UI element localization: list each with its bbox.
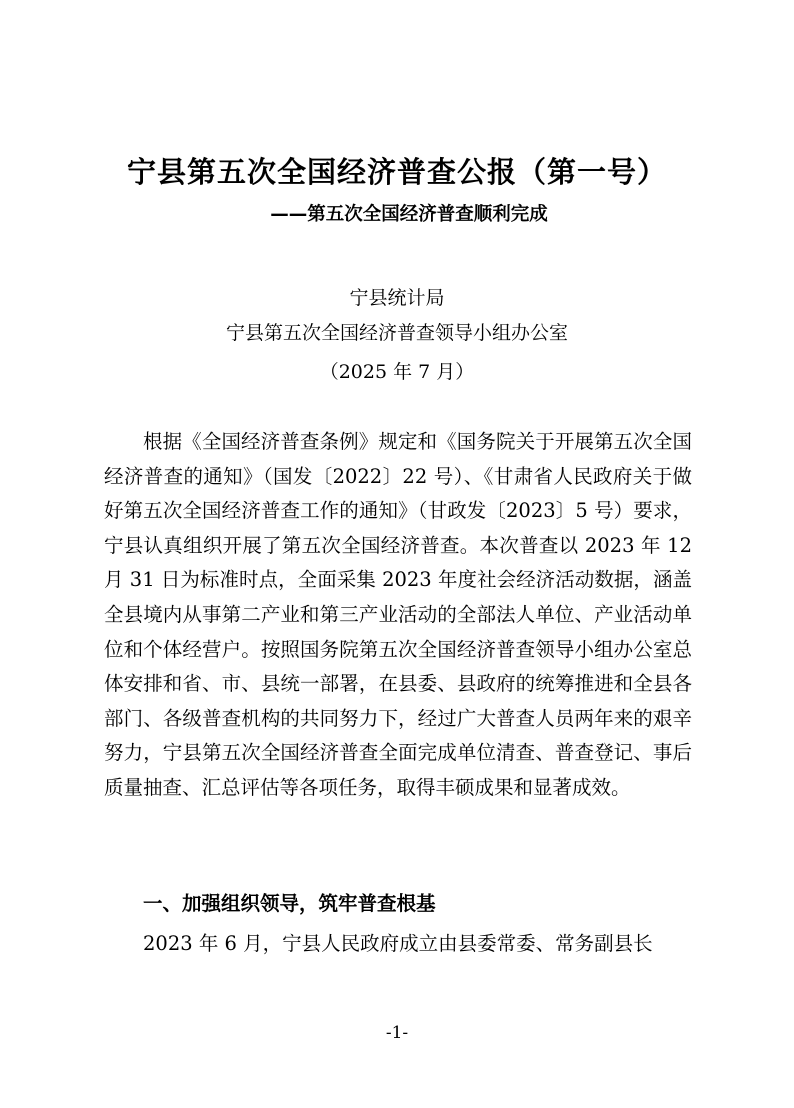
document-subtitle: ——第五次全国经济普查顺利完成 — [270, 204, 548, 225]
body-paragraph-2: 2023 年 6 月，宁县人民政府成立由县委常委、常务副县长 — [143, 932, 653, 955]
section-heading: 一、加强组织领导，筑牢普查根基 — [143, 892, 436, 915]
document-title: 宁县第五次全国经济普查公报（第一号） — [126, 155, 667, 189]
issuer-statistics-bureau: 宁县统计局 — [349, 287, 445, 309]
publication-date: （2025 年 7 月） — [319, 361, 475, 383]
issuer-census-office: 宁县第五次全国经济普查领导小组办公室 — [225, 322, 568, 344]
page-number: -1- — [385, 1023, 409, 1043]
body-paragraph: 根据《全国经济普查条例》规定和《国务院关于开展第五次全国经济普查的通知》（国发〔2022〕22 号）、《甘肃省人民政府关于做好第五次全国经济普查工作的通知》（甘政发〔2023〕5 号）要求，宁县认真组织开展了第五次全国经济普查。本次普查以 2023 年 12 月 31 日为标准时点，全面采集 2023 年度社会经济活动数据，涵盖全县境内从事第二产业和第三产业活动的全部法人单位、产业活动单位和个体经营户。按照国务院第五次全国经济普查领导小组办公室总体安排和省、市、县统一部署，在县委、县政府的统筹推进和全县各部门、各级普查机构的共同努力下，经过广大普查人员两年来的艰辛努力，宁县第五次全国经济普查全面完成单位清查、普查登记、事后质量抽查、汇总评估等各项任务，取得丰硕成果和显著成效。 — [104, 430, 692, 799]
